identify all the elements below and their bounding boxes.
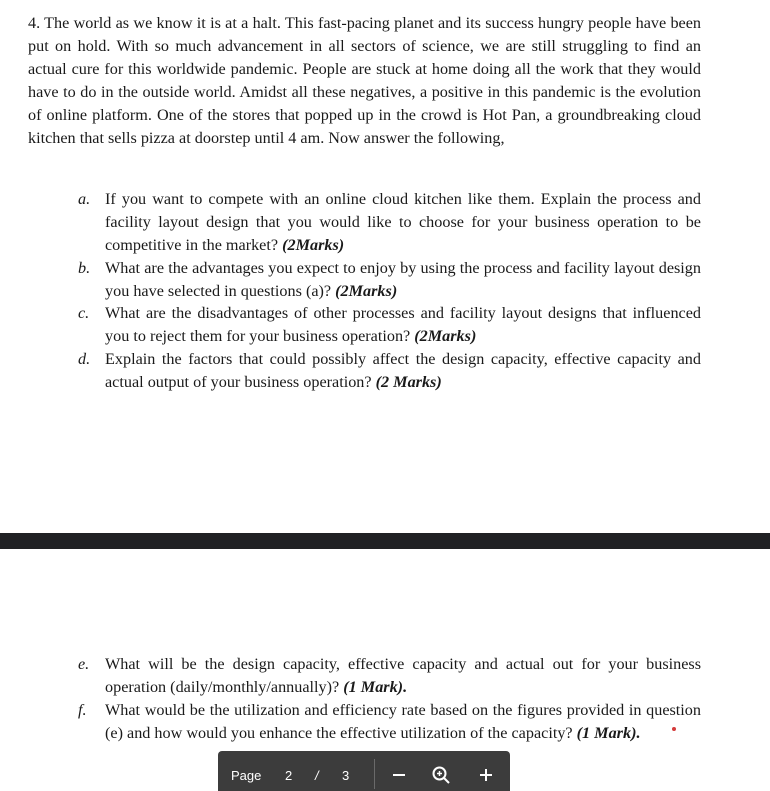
question-c xyxy=(105,302,701,348)
question-f-letter: f. xyxy=(78,701,87,719)
question-c-text: What are the disadvantages of other processes and facility layout designs that influenced you to reject them for your business operation? xyxy=(105,304,701,345)
question-e-letter: e. xyxy=(78,655,90,673)
question-a xyxy=(105,188,701,257)
question-f xyxy=(105,699,701,745)
total-pages: 3 xyxy=(342,768,350,783)
question-b xyxy=(105,257,701,303)
question-e-marks: (1 Mark). xyxy=(343,678,408,696)
question-e xyxy=(105,653,701,699)
question-a-marks: (2Marks) xyxy=(282,236,345,254)
question-a-letter: a. xyxy=(78,190,91,208)
question-d-letter: d. xyxy=(78,350,91,368)
question-b-text: What are the advantages you expect to enjoy by using the process and facility layout design you have selected in questions (a)? xyxy=(105,259,701,300)
question-intro: 4. The world as we know it is at a halt. This fast-pacing planet and its success hungry people have been put on hold. With so much advancement in all sectors of science, we are still struggling to find an actual cure for this worldwide pandemic. People are stuck at home doing all the work that they would have to do in the outside world. Amidst all these negatives, a positive in this pandemic is the evolution of online platform. One of the stores that popped up in the crowd is Hot Pan, a groundbreaking cloud kitchen that sells pizza at doorstep until 4 am. Now answer the following, xyxy=(28,14,701,147)
question-f-marks: (1 Mark). xyxy=(576,724,641,742)
question-f-text: What would be the utilization and efficiency rate based on the figures provided in question (e) and how would you enhance the effective utilization of the capacity? xyxy=(105,701,701,742)
question-d xyxy=(105,348,701,394)
toolbar-divider xyxy=(374,759,375,789)
pdf-toolbar xyxy=(218,751,510,791)
zoom-out-button[interactable] xyxy=(387,763,411,787)
question-d-text: Explain the factors that could possibly affect the design capacity, effective capacity and actual output of your business operation? xyxy=(105,350,701,391)
annotation-dot xyxy=(672,727,676,731)
page-separator: / xyxy=(315,768,319,783)
zoom-in-button[interactable] xyxy=(474,763,498,787)
question-e-text: What will be the design capacity, effective capacity and actual out for your business operation (daily/monthly/annually)? xyxy=(105,655,701,696)
question-b-letter: b. xyxy=(78,259,91,277)
zoom-fit-button[interactable] xyxy=(429,763,453,787)
question-d-marks: (2 Marks) xyxy=(375,373,442,391)
question-c-letter: c. xyxy=(78,304,90,322)
page-gap xyxy=(0,533,770,549)
current-page-input[interactable]: 2 xyxy=(285,768,293,783)
question-b-marks: (2Marks) xyxy=(335,282,398,300)
page-label: Page xyxy=(231,768,262,783)
document-page-2 xyxy=(0,549,770,781)
question-a-text: If you want to compete with an online cloud kitchen like them. Explain the process and facility layout design that you would like to choose for your business operation to be competitive in the market? xyxy=(105,190,701,254)
question-c-marks: (2Marks) xyxy=(414,327,477,345)
zoom-fit-icon xyxy=(431,765,451,785)
